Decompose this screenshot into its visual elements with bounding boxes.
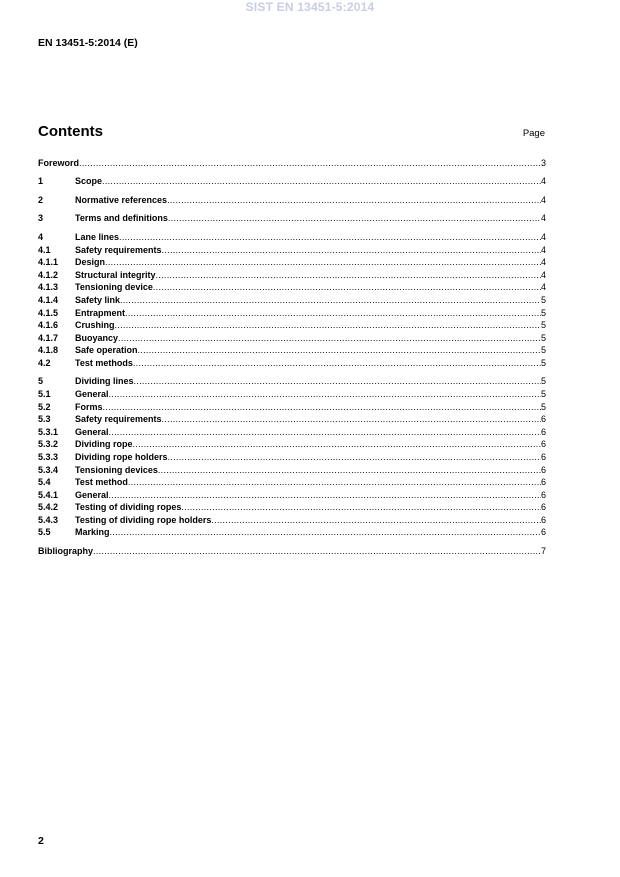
- toc-entry[interactable]: [38, 476, 546, 489]
- toc-leader-dots: [162, 413, 541, 426]
- contents-heading: Contents: [38, 123, 103, 140]
- toc-entry-number: 5.5: [38, 527, 51, 538]
- toc-entry-title: Lane lines: [75, 231, 120, 242]
- toc-entry[interactable]: [38, 413, 546, 426]
- toc-entry-title: Foreword: [38, 158, 80, 168]
- toc-entry-number: 4.1: [38, 244, 51, 255]
- toc-entry-page: 6: [540, 502, 546, 513]
- toc-entry-page: 4: [540, 213, 546, 224]
- toc-entry[interactable]: [38, 357, 546, 370]
- toc-entry[interactable]: [38, 332, 546, 345]
- toc-entry-title: Bibliography: [38, 545, 94, 556]
- toc-entry-number: 5: [38, 376, 44, 387]
- toc-entry-title: Normative references: [75, 194, 168, 205]
- toc-leader-dots: [128, 476, 541, 489]
- toc-leader-dots: [119, 231, 541, 244]
- toc-entry-number: 4.1.7: [38, 332, 59, 343]
- toc-entry-page: 4: [540, 176, 546, 187]
- toc-entry[interactable]: [38, 426, 546, 439]
- toc-entry-title: Test methods: [75, 357, 133, 368]
- toc-entry-title: Dividing rope holders: [75, 451, 168, 462]
- toc-entry[interactable]: [38, 514, 546, 527]
- toc-leader-dots: [133, 357, 541, 370]
- toc-entry-number: 5.4.1: [38, 489, 59, 500]
- toc-leader-dots: [167, 194, 541, 207]
- toc-leader-dots: [120, 294, 541, 307]
- toc-entry-number: 2: [38, 194, 44, 205]
- toc-entry-number: 5.4.3: [38, 514, 59, 525]
- toc-entry-number: 4: [38, 231, 44, 242]
- toc-entry[interactable]: [38, 545, 546, 558]
- toc-entry-page: 6: [540, 414, 546, 425]
- toc-entry-page: 6: [540, 464, 546, 475]
- toc-leader-dots: [115, 319, 541, 332]
- toc-entry-title: Buoyancy: [75, 332, 119, 343]
- page-column-label: Page: [522, 128, 545, 139]
- toc-entry-page: 4: [540, 231, 546, 242]
- toc-entry[interactable]: [38, 401, 546, 414]
- toc-leader-dots: [133, 438, 541, 451]
- toc-entry[interactable]: [38, 194, 546, 207]
- toc-entry-page: 7: [540, 545, 546, 556]
- toc-entry-number: 4.1.1: [38, 257, 59, 268]
- toc-entry-title: Safety requirements: [75, 414, 162, 425]
- toc-leader-dots: [102, 175, 541, 188]
- toc-leader-dots: [105, 256, 541, 269]
- toc-entry[interactable]: [38, 344, 546, 357]
- toc-leader-dots: [162, 244, 541, 257]
- toc-leader-dots: [181, 501, 541, 514]
- toc-leader-dots: [110, 526, 541, 539]
- table-of-contents: [38, 157, 546, 558]
- toc-leader-dots: [158, 464, 541, 477]
- toc-entry-page: 5: [540, 388, 546, 399]
- toc-entry-title: Dividing rope: [75, 439, 133, 450]
- toc-entry-title: Testing of dividing ropes: [75, 502, 182, 513]
- toc-entry-title: Tensioning devices: [75, 464, 158, 475]
- toc-entry-title: Marking: [75, 527, 110, 538]
- toc-entry[interactable]: [38, 157, 546, 170]
- toc-entry-page: 6: [540, 489, 546, 500]
- toc-entry[interactable]: [38, 307, 546, 320]
- toc-entry-page: 5: [540, 332, 546, 343]
- toc-entry-page: 5: [540, 307, 546, 318]
- toc-entry-title: Dividing lines: [75, 376, 134, 387]
- toc-entry-number: 4.1.3: [38, 282, 59, 293]
- toc-entry-page: 4: [540, 244, 546, 255]
- toc-entry-number: 4.1.2: [38, 269, 59, 280]
- toc-entry[interactable]: [38, 501, 546, 514]
- toc-entry[interactable]: [38, 438, 546, 451]
- toc-entry-number: 3: [38, 213, 44, 224]
- toc-entry[interactable]: [38, 294, 546, 307]
- toc-entry-page: 4: [540, 194, 546, 205]
- toc-leader-dots: [109, 388, 541, 401]
- toc-leader-dots: [156, 269, 541, 282]
- toc-entry-number: 4.1.8: [38, 345, 59, 356]
- toc-entry-number: 4.1.6: [38, 320, 59, 331]
- toc-leader-dots: [153, 281, 541, 294]
- toc-entry-number: 5.4.2: [38, 502, 59, 513]
- toc-entry-page: 5: [540, 294, 546, 305]
- toc-entry-number: 5.3.3: [38, 451, 59, 462]
- toc-entry-number: 5.3.1: [38, 426, 59, 437]
- toc-entry[interactable]: [38, 256, 546, 269]
- toc-entry-page: 5: [540, 345, 546, 356]
- toc-leader-dots: [138, 344, 541, 357]
- toc-entry-page: 6: [540, 514, 546, 525]
- toc-entry[interactable]: [38, 231, 546, 244]
- document-identifier: EN 13451-5:2014 (E): [38, 37, 138, 49]
- toc-entry-page: 6: [540, 451, 546, 462]
- toc-entry-title: Test method: [75, 477, 128, 488]
- toc-entry-page: 6: [540, 439, 546, 450]
- toc-entry-title: Testing of dividing rope holders: [75, 514, 212, 525]
- toc-entry[interactable]: [38, 526, 546, 539]
- toc-entry[interactable]: [38, 281, 546, 294]
- toc-entry-title: Tensioning device: [75, 282, 153, 293]
- toc-entry[interactable]: [38, 244, 546, 257]
- toc-leader-dots: [168, 451, 541, 464]
- toc-entry-title: General: [75, 388, 109, 399]
- watermark: SIST EN 13451-5:2014: [245, 0, 375, 14]
- toc-entry-number: 4.2: [38, 357, 51, 368]
- page-number: 2: [38, 835, 44, 847]
- toc-leader-dots: [118, 332, 541, 345]
- toc-entry-page: 6: [540, 426, 546, 437]
- toc-entry-title: Terms and definitions: [75, 213, 168, 224]
- toc-leader-dots: [109, 426, 541, 439]
- toc-entry-number: 5.4: [38, 477, 51, 488]
- toc-entry-number: 5.3: [38, 414, 51, 425]
- toc-entry-page: 4: [540, 257, 546, 268]
- toc-entry-page: 3: [540, 158, 546, 168]
- toc-entry-page: 6: [540, 527, 546, 538]
- toc-entry[interactable]: [38, 319, 546, 332]
- toc-entry-title: General: [75, 489, 109, 500]
- toc-entry-page: 5: [540, 401, 546, 412]
- toc-entry-page: 6: [540, 477, 546, 488]
- toc-entry-title: Safe operation: [75, 345, 138, 356]
- toc-leader-dots: [79, 157, 541, 170]
- toc-entry-number: 4.1.5: [38, 307, 59, 318]
- toc-entry[interactable]: [38, 269, 546, 282]
- toc-entry-page: 5: [540, 357, 546, 368]
- toc-entry-title: Safety requirements: [75, 244, 162, 255]
- toc-entry-number: 5.2: [38, 401, 51, 412]
- toc-entry-number: 5.1: [38, 388, 51, 399]
- toc-leader-dots: [93, 545, 541, 558]
- toc-entry-title: General: [75, 426, 109, 437]
- toc-entry-page: 4: [540, 282, 546, 293]
- toc-entry[interactable]: [38, 175, 546, 188]
- toc-entry-number: 5.3.4: [38, 464, 59, 475]
- toc-leader-dots: [103, 401, 541, 414]
- toc-entry[interactable]: [38, 212, 546, 225]
- toc-leader-dots: [211, 514, 541, 527]
- toc-entry-number: 4.1.4: [38, 294, 59, 305]
- toc-entry-page: 5: [540, 376, 546, 387]
- toc-entry-number: 5.3.2: [38, 439, 59, 450]
- toc-entry-title: Design: [75, 257, 106, 268]
- toc-leader-dots: [134, 375, 541, 388]
- toc-entry[interactable]: [38, 451, 546, 464]
- toc-entry-title: Safety link: [75, 294, 121, 305]
- toc-entry[interactable]: [38, 489, 546, 502]
- toc-entry-title: Structural integrity: [75, 269, 156, 280]
- toc-entry-title: Crushing: [75, 320, 115, 331]
- toc-leader-dots: [125, 307, 541, 320]
- toc-entry[interactable]: [38, 388, 546, 401]
- toc-entry-title: Scope: [75, 176, 103, 187]
- toc-entry-page: 5: [540, 320, 546, 331]
- toc-entry-number: 1: [38, 176, 44, 187]
- toc-leader-dots: [168, 212, 541, 225]
- toc-leader-dots: [109, 489, 541, 502]
- toc-entry-title: Entrapment: [75, 307, 126, 318]
- toc-entry[interactable]: [38, 464, 546, 477]
- toc-entry-title: Forms: [75, 401, 103, 412]
- toc-entry-page: 4: [540, 269, 546, 280]
- toc-entry[interactable]: [38, 375, 546, 388]
